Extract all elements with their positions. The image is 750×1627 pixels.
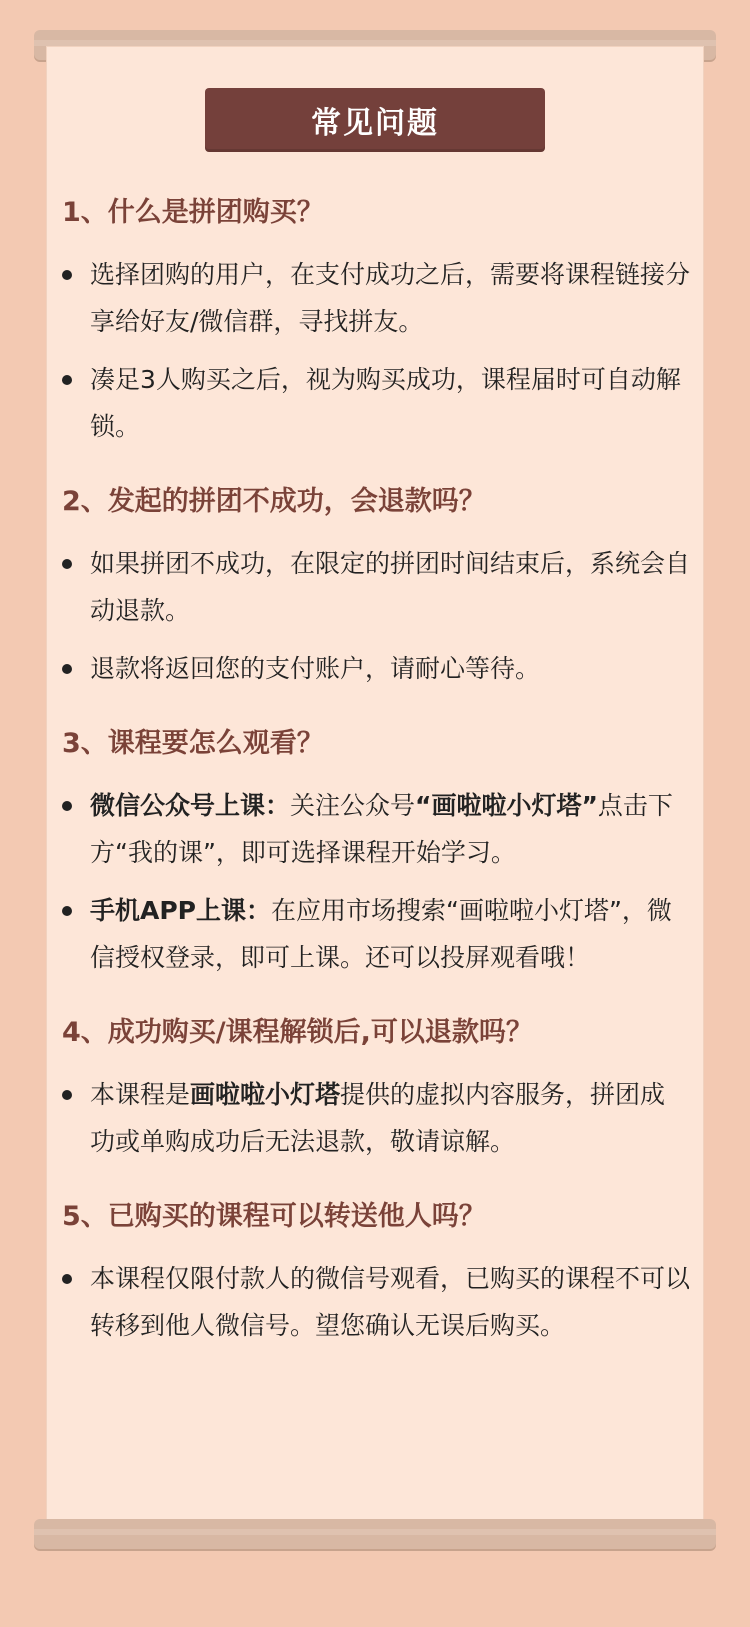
bullet-icon <box>62 270 72 280</box>
faq-section-1 <box>62 195 690 450</box>
faq-section-2 <box>62 484 690 692</box>
faq-answer-item <box>62 645 690 692</box>
faq-answer-item <box>62 251 690 345</box>
bullet-icon <box>62 801 72 811</box>
answer-highlight: “画啦啦小灯塔” <box>415 791 598 820</box>
answer-text: 退款将返回您的支付账户，请耐心等待。 <box>90 654 541 683</box>
answer-text: 本课程是 <box>90 1080 191 1109</box>
answer-highlight: 画啦啦小灯塔 <box>190 1080 341 1109</box>
scroll-bottom-rod <box>34 1519 716 1549</box>
answer-text: 如果拼团不成功，在限定的拼团时间结束后，系统会自动退款。 <box>90 549 691 625</box>
bullet-icon <box>62 375 72 385</box>
faq-answer-item <box>62 356 690 450</box>
answer-text: 点击下方“我的课”，即可选择课程开始学习。 <box>90 791 673 867</box>
faq-title-banner <box>205 88 545 152</box>
answer-bold-lead: 微信公众号上课： <box>90 791 291 820</box>
answer-text: 选择团购的用户，在支付成功之后，需要将课程链接分享给好友/微信群，寻找拼友。 <box>90 260 691 336</box>
bullet-icon <box>62 906 72 916</box>
answer-text: 提供的虚拟内容服务，拼团成功或单购成功后无法退款，敬请谅解。 <box>90 1080 666 1156</box>
faq-question-5: 5、已购买的课程可以转送他人吗？ <box>62 1201 486 1232</box>
answer-text: 关注公众号 <box>290 791 416 820</box>
faq-answer-item <box>62 1255 690 1349</box>
faq-answer-item <box>62 540 690 634</box>
faq-content <box>62 195 690 1383</box>
faq-question-1: 1、什么是拼团购买？ <box>62 197 324 228</box>
faq-question-4: 4、成功购买/课程解锁后,可以退款吗？ <box>62 1017 533 1048</box>
faq-section-5 <box>62 1199 690 1349</box>
bullet-icon <box>62 664 72 674</box>
faq-question-2: 2、发起的拼团不成功，会退款吗？ <box>62 486 486 517</box>
page-title: 常见问题 <box>311 106 439 141</box>
faq-section-4 <box>62 1015 690 1165</box>
faq-answer-item <box>62 782 690 876</box>
bullet-icon <box>62 1090 72 1100</box>
bullet-icon <box>62 559 72 569</box>
answer-text: 凑足3人购买之后，视为购买成功，课程届时可自动解锁。 <box>90 365 681 441</box>
faq-question-3: 3、课程要怎么观看？ <box>62 728 324 759</box>
answer-text: 在应用市场搜索“画啦啦小灯塔”，微信授权登录，即可上课。还可以投屏观看哦！ <box>90 896 672 972</box>
answer-text: 本课程仅限付款人的微信号观看，已购买的课程不可以转移到他人微信号。望您确认无误后购买。 <box>90 1264 691 1340</box>
bullet-icon <box>62 1274 72 1284</box>
answer-bold-lead: 手机APP上课： <box>90 896 271 925</box>
faq-answer-item <box>62 887 690 981</box>
faq-section-3 <box>62 726 690 981</box>
faq-answer-item <box>62 1071 690 1165</box>
